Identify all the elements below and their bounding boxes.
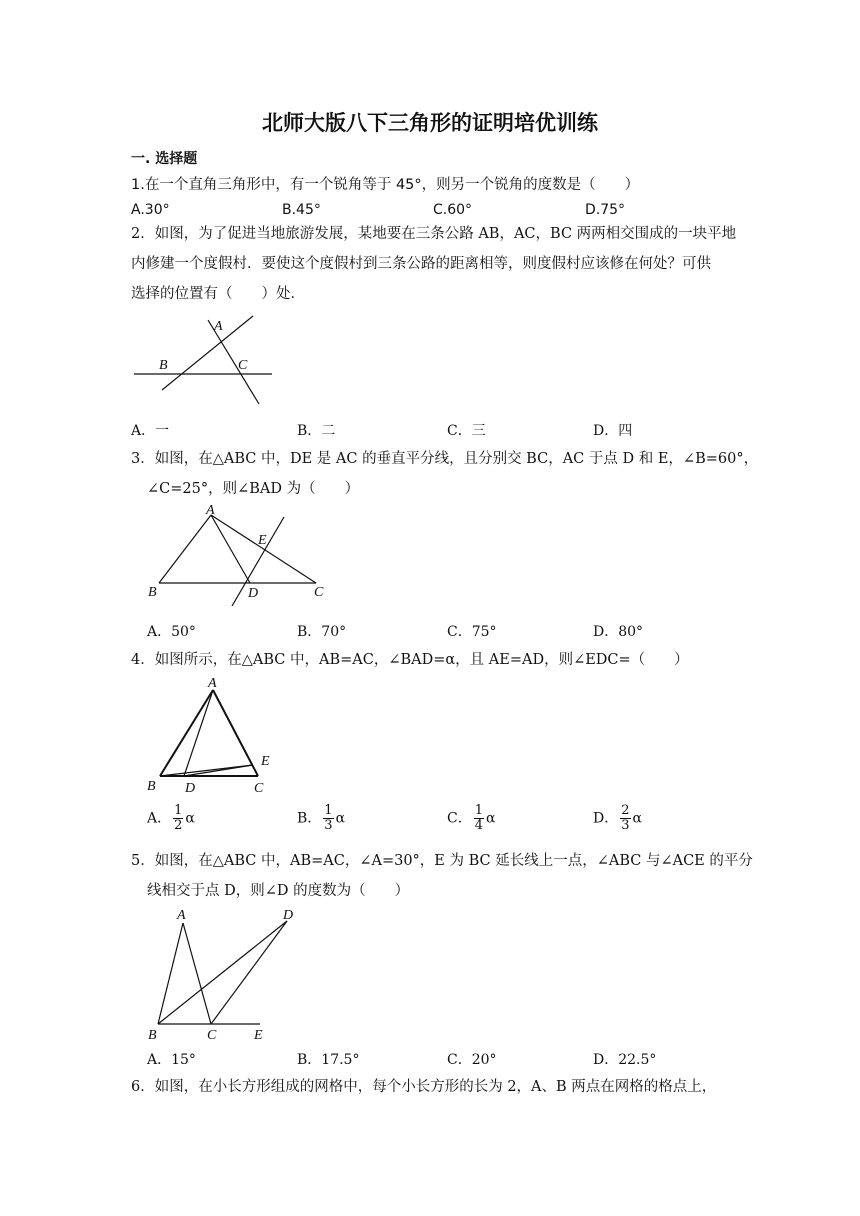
question-3-figure: [140, 500, 340, 610]
question-1-stem: 1.在一个直角三角形中，有一个锐角等于 45°，则另一个锐角的度数是（ ）: [131, 177, 640, 193]
q2-label-c: C: [238, 358, 248, 373]
q3-label-a: A: [206, 503, 215, 518]
q2-option-b[interactable]: B．二: [297, 423, 336, 439]
q4-option-c[interactable]: C． $\frac{1}{4}$ α: [447, 803, 496, 833]
q5-option-c[interactable]: C．20°: [447, 1052, 497, 1068]
q3-option-d[interactable]: D．80°: [593, 624, 644, 640]
q5-option-d[interactable]: D．22.5°: [593, 1052, 657, 1068]
question-2-line-2: 内修建一个度假村．要使这个度假村到三条公路的距离相等，则度假村应该修在何处？可供: [131, 256, 711, 272]
question-2-figure: [128, 310, 278, 410]
q4-label-e: E: [261, 754, 270, 769]
question-3-line-2: ∠C=25°，则∠BAD 为（ ）: [147, 481, 360, 497]
q1-option-a[interactable]: A.30°: [131, 202, 170, 218]
q3-option-a[interactable]: A．50°: [147, 624, 196, 640]
question-3-line-1: 3．如图，在△ABC 中，DE 是 AC 的垂直平分线，且分别交 BC，AC 于点 D 和 E，∠B=60°，: [131, 451, 759, 467]
question-5-line-1: 5．如图，在△ABC 中，AB=AC，∠A=30°，E 为 BC 延长线上一点，∠ABC 与∠ACE 的平分: [131, 853, 753, 869]
q5-label-a: A: [177, 908, 186, 923]
q5-label-b: B: [148, 1028, 157, 1043]
question-6-stem: 6．如图，在小长方形组成的网格中，每个小长方形的长为 2，A、B 两点在网格的格点上，: [131, 1079, 717, 1095]
question-2-line-3: 选择的位置有（ ）处．: [131, 286, 305, 302]
q2-label-b: B: [159, 358, 168, 373]
section-heading: 一. 选择题: [131, 151, 198, 167]
q3-label-d: D: [248, 586, 259, 601]
q4-label-a: A: [208, 676, 217, 691]
question-2-line-1: 2．如图，为了促进当地旅游发展，某地要在三条公路 AB，AC，BC 两两相交围成的一块平地: [131, 226, 737, 242]
page-title: 北师大版八下三角形的证明培优训练: [262, 111, 598, 135]
q2-option-a[interactable]: A．一: [131, 423, 170, 439]
q1-option-d[interactable]: D.75°: [585, 202, 626, 218]
q3-label-b: B: [148, 585, 157, 600]
q4-label-d: D: [185, 781, 196, 796]
q1-option-c[interactable]: C.60°: [433, 202, 473, 218]
q5-option-b[interactable]: B．17.5°: [297, 1052, 360, 1068]
q3-label-c: C: [314, 585, 324, 600]
q2-option-c[interactable]: C．三: [447, 423, 486, 439]
q2-option-d[interactable]: D．四: [593, 423, 633, 439]
q3-label-e: E: [258, 533, 267, 548]
q2-label-a: A: [214, 319, 223, 334]
question-4-figure: [140, 672, 285, 797]
q5-option-a[interactable]: A．15°: [147, 1052, 196, 1068]
q3-option-c[interactable]: C．75°: [447, 624, 497, 640]
q4-option-b[interactable]: B． $\frac{1}{3}$ α: [297, 803, 346, 833]
question-5-figure: [140, 903, 305, 1043]
question-5-line-2: 线相交于点 D，则∠D 的度数为（ ）: [147, 883, 410, 899]
q3-option-b[interactable]: B．70°: [297, 624, 347, 640]
q5-label-d: D: [283, 908, 294, 923]
q4-option-a[interactable]: A． $\frac{1}{2}$ α: [147, 803, 195, 833]
q4-label-b: B: [147, 779, 156, 794]
q1-option-b[interactable]: B.45°: [282, 202, 321, 218]
q4-label-c: C: [254, 781, 264, 796]
question-4-stem: 4．如图所示，在△ABC 中，AB=AC，∠BAD=α，且 AE=AD，则∠EDC=（ ）: [131, 652, 689, 668]
q4-option-d[interactable]: D． $\frac{2}{3}$ α: [593, 803, 642, 833]
q5-label-e: E: [254, 1028, 263, 1043]
q5-label-c: C: [207, 1028, 217, 1043]
